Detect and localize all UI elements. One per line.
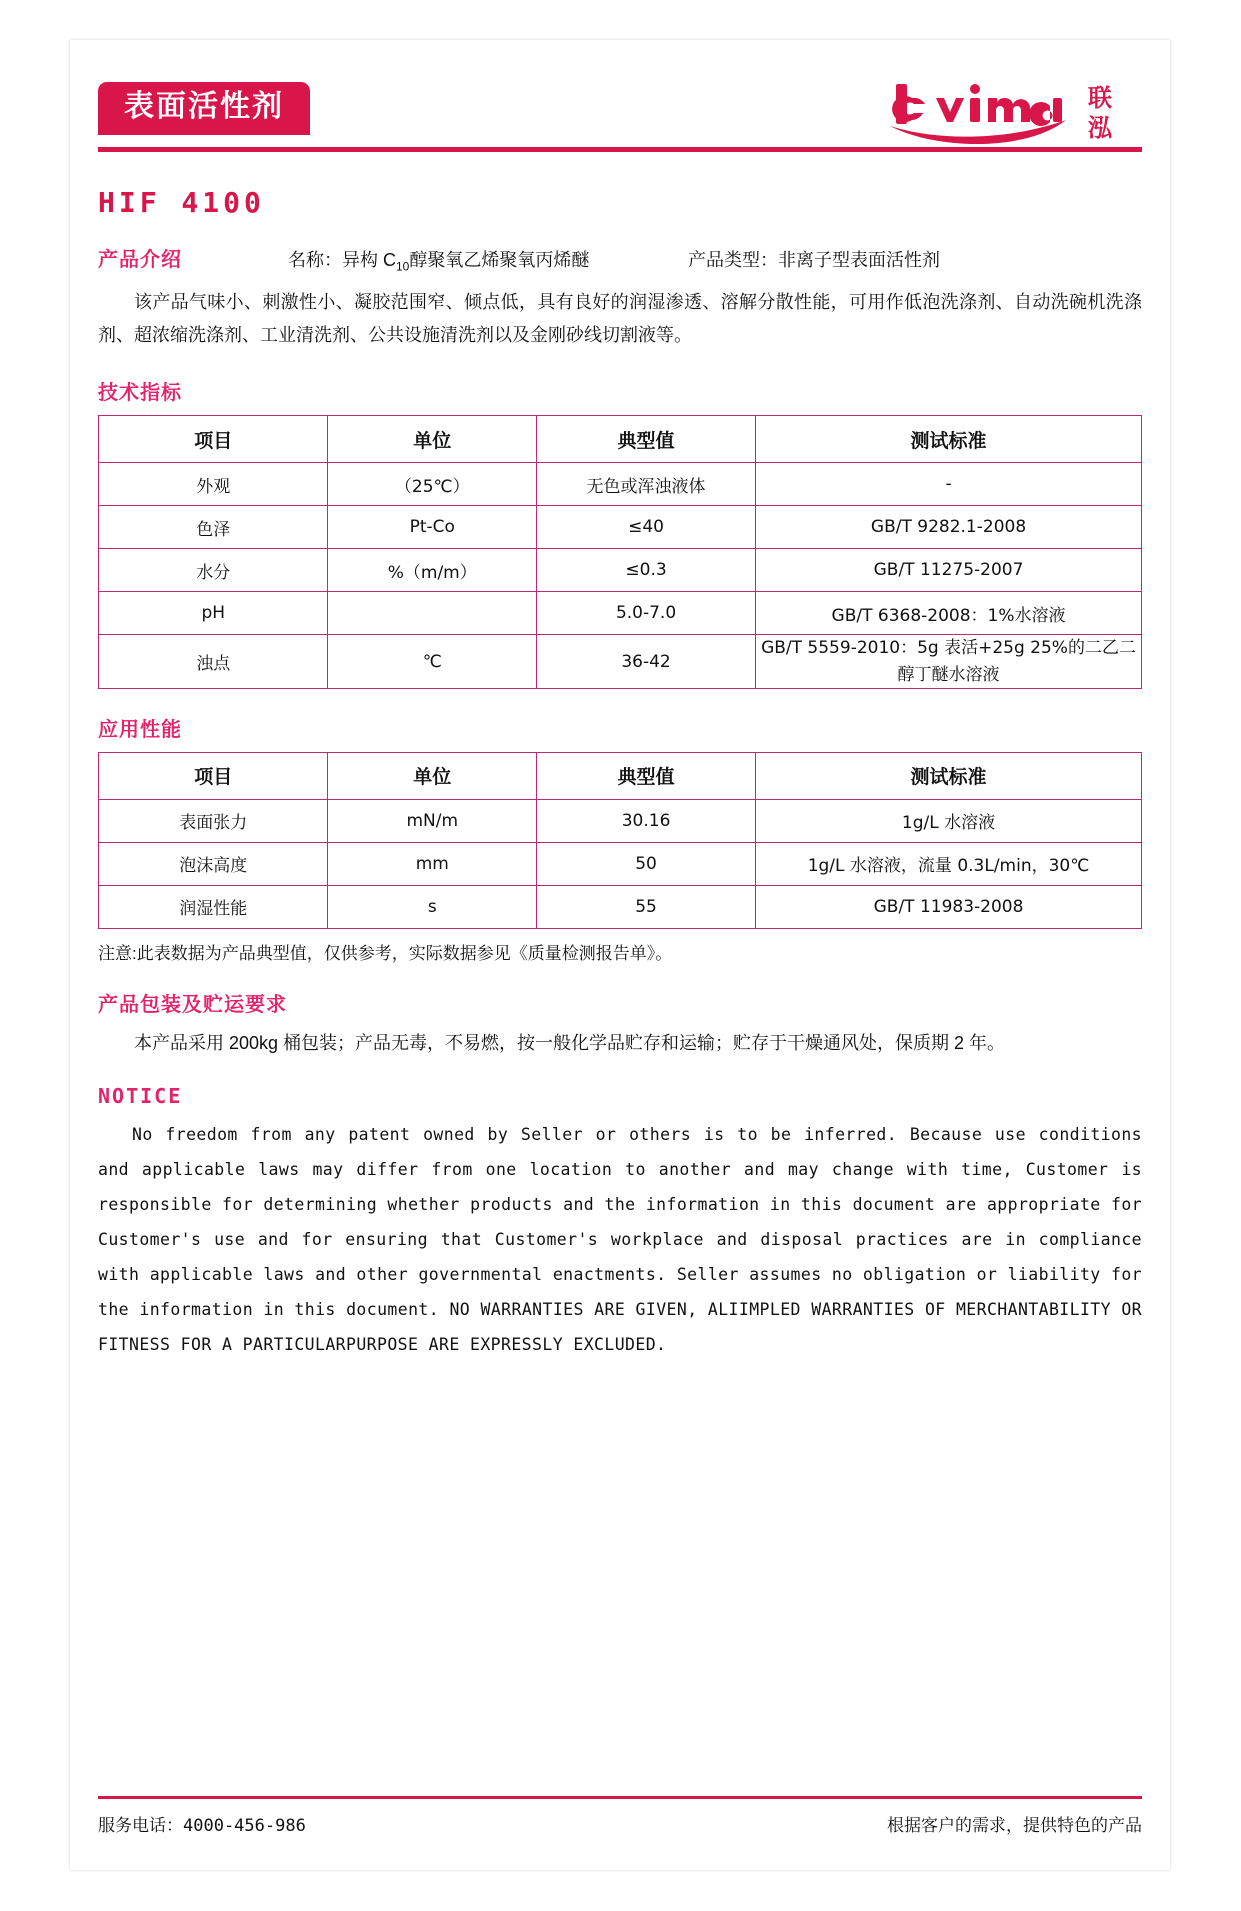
levima-logo-icon [882, 74, 1142, 146]
notice-text: No freedom from any patent owned by Seller or others is to be inferred. Because use conditions and applicable laws may differ from one location to another and may change with time, Customer is responsible for determining whether products and the information in this document are appropriate for Customer's use and for ensuring that Customer's workplace and disposal practices are in compliance with applicable laws and other governmental enactments. Seller assumes no obligation or liability for the information in this document. NO WARRANTIES ARE GIVEN, ALIIMPLED WARRANTIES OF MERCHANTABILITY OR FITNESS FOR A PARTICULARPURPOSE ARE EXPRESSLY EXCLUDED. [98, 1125, 1142, 1354]
table-cell-standard: GB/T 6368-2008：1%水溶液 [756, 592, 1142, 635]
table-cell-typical: ≤0.3 [537, 549, 756, 592]
svg-text:泓: 泓 [1088, 115, 1112, 142]
table-cell-item: 润湿性能 [99, 885, 328, 928]
section-heading-tech: 技术指标 [98, 382, 182, 405]
table-cell-standard: GB/T 5559-2010：5g 表活+25g 25%的二乙二醇丁醚水溶液 [756, 635, 1142, 689]
section-heading-performance: 应用性能 [98, 718, 182, 741]
section-heading-notice: NOTICE [98, 1084, 183, 1109]
table-cell-typical: 30.16 [537, 799, 756, 842]
table-header-row [99, 416, 1142, 463]
table-column-header-2: 典型值 [537, 752, 756, 799]
table-cell-item: pH [99, 592, 328, 635]
product-name-suffix: 醇聚氧乙烯聚氧丙烯醚 [409, 250, 590, 270]
table-cell-unit [328, 592, 537, 635]
table-cell-typical: ≤40 [537, 506, 756, 549]
product-code: HIF 4100 [98, 186, 265, 219]
service-phone: 服务电话：4000-456-986 [98, 1816, 306, 1836]
table-row [99, 506, 1142, 549]
header-divider [98, 147, 1142, 152]
table-column-header-1: 单位 [328, 416, 537, 463]
company-logo [882, 74, 1142, 146]
technical-specs-table [98, 415, 1142, 689]
page-footer [98, 1796, 1142, 1836]
table-column-header-3: 测试标准 [756, 752, 1142, 799]
table-cell-item: 色泽 [99, 506, 328, 549]
table-cell-typical: 55 [537, 885, 756, 928]
table-cell-standard: 1g/L 水溶液，流量 0.3L/min，30℃ [756, 842, 1142, 885]
table-row [99, 885, 1142, 928]
table-cell-unit: s [328, 885, 537, 928]
svg-text:联: 联 [1088, 85, 1112, 112]
table-cell-typical: 无色或浑浊液体 [537, 463, 756, 506]
table-row [99, 799, 1142, 842]
table-note: 注意:此表数据为产品典型值，仅供参考，实际数据参见《质量检测报告单》。 [98, 943, 673, 963]
application-performance-table [98, 752, 1142, 929]
table-row [99, 592, 1142, 635]
table-cell-typical: 36-42 [537, 635, 756, 689]
table-cell-unit: ℃ [328, 635, 537, 689]
product-name-prefix: 名称：异构 C [288, 250, 396, 270]
table-header-row [99, 752, 1142, 799]
document-sheet [70, 40, 1170, 1870]
table-cell-standard: GB/T 9282.1-2008 [756, 506, 1142, 549]
document-body [98, 68, 1142, 1363]
footer-slogan: 根据客户的需求，提供特色的产品 [887, 1816, 1142, 1835]
table-cell-unit: %（m/m） [328, 549, 537, 592]
category-banner: 表面活性剂 [98, 82, 310, 135]
table-cell-item: 外观 [99, 463, 328, 506]
table-cell-standard: GB/T 11983-2008 [756, 885, 1142, 928]
table-cell-item: 表面张力 [99, 799, 328, 842]
table-cell-standard: 1g/L 水溶液 [756, 799, 1142, 842]
table-row [99, 842, 1142, 885]
table-row [99, 549, 1142, 592]
table-cell-standard: - [756, 463, 1142, 506]
table-cell-standard: GB/T 11275-2007 [756, 549, 1142, 592]
packaging-description: 本产品采用 200kg 桶包装；产品无毒，不易燃，按一般化学品贮存和运输；贮存于干燥通风处，保质期 2 年。 [134, 1032, 1006, 1053]
table-column-header-2: 典型值 [537, 416, 756, 463]
table-column-header-1: 单位 [328, 752, 537, 799]
table-cell-unit: （25℃） [328, 463, 537, 506]
table-cell-item: 浊点 [99, 635, 328, 689]
product-description: 该产品气味小、刺激性小、凝胶范围窄、倾点低，具有良好的润湿渗透、溶解分散性能，可用作低泡洗涤剂、自动洗碗机洗涤剂、超浓缩洗涤剂、工业清洗剂、公共设施清洗剂以及金刚砂线切割液等。 [98, 291, 1142, 345]
table-cell-typical: 5.0-7.0 [537, 592, 756, 635]
table-cell-item: 水分 [99, 549, 328, 592]
table-cell-item: 泡沫高度 [99, 842, 328, 885]
section-heading-intro: 产品介绍 [98, 249, 182, 271]
table-cell-unit: mm [328, 842, 537, 885]
table-cell-typical: 50 [537, 842, 756, 885]
footer-divider [98, 1796, 1142, 1799]
product-intro-row [98, 243, 1142, 274]
table-cell-unit: Pt-Co [328, 506, 537, 549]
product-name [288, 246, 688, 274]
table-row [99, 463, 1142, 506]
table-row [99, 635, 1142, 689]
product-type: 产品类型：非离子型表面活性剂 [688, 250, 940, 270]
table-column-header-0: 项目 [99, 752, 328, 799]
table-column-header-3: 测试标准 [756, 416, 1142, 463]
page-header [98, 68, 1142, 160]
product-name-subscript: 10 [396, 259, 410, 274]
table-column-header-0: 项目 [99, 416, 328, 463]
section-heading-packaging: 产品包装及贮运要求 [98, 993, 287, 1016]
footer-content [98, 1811, 1142, 1836]
table-cell-unit: mN/m [328, 799, 537, 842]
